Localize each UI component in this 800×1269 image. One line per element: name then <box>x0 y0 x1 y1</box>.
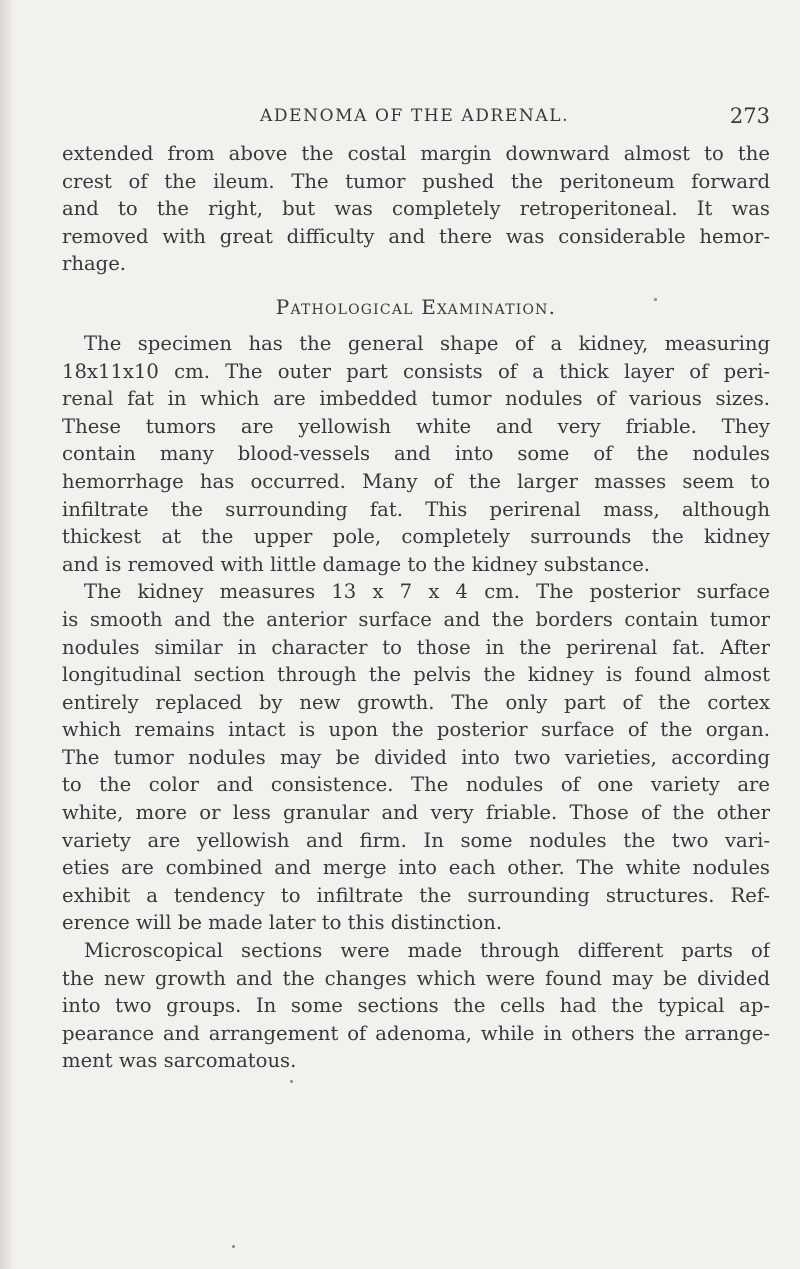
text-line: entirely replaced by new growth. The only part of the cortex <box>62 690 770 714</box>
text-line: crest of the ileum. The tumor pushed the peritoneum forward <box>62 169 770 193</box>
text-line: extended from above the costal margin downward almost to the <box>62 142 770 165</box>
paragraph <box>62 140 770 278</box>
text-line: and to the right, but was completely retroperitoneal. It was <box>62 197 770 221</box>
text-line: pearance and arrangement of adenoma, while in others the arrange- <box>62 1021 770 1045</box>
page-number: 273 <box>729 104 770 128</box>
text-line: variety are yellowish and firm. In some nodules the two vari- <box>62 828 770 852</box>
text-line: and is removed with little damage to the kidney substance. <box>62 552 651 576</box>
text-line: is smooth and the anterior surface and the borders contain tumor <box>62 607 770 631</box>
text-line: These tumors are yellowish white and very friable. They <box>62 414 770 438</box>
text-line: renal fat in which are imbedded tumor nodules of various sizes. <box>62 387 770 411</box>
text-line: the new growth and the changes which were found may be divided <box>62 966 770 990</box>
paragraph <box>62 330 770 578</box>
text-line: hemorrhage has occurred. Many of the larger masses seem to <box>62 469 770 493</box>
text-line: into two groups. In some sections the cells had the typical ap- <box>62 994 770 1018</box>
text-line: removed with great difficulty and there was considerable hemor- <box>62 224 770 248</box>
text-line: contain many blood-vessels and into some of the nodules <box>62 442 770 466</box>
text-line: erence will be made later to this distinction. <box>62 911 503 935</box>
text-line: exhibit a tendency to infiltrate the surrounding structures. Ref- <box>62 883 770 907</box>
text-line: Microscopical sections were made through different parts of <box>84 939 770 963</box>
text-line: The kidney measures 13 x 7 x 4 cm. The posterior surface <box>84 580 770 604</box>
text-line: The tumor nodules may be divided into two varieties, according <box>62 745 770 769</box>
page-header <box>260 106 770 136</box>
text-line: rhage. <box>62 252 127 276</box>
body-text <box>62 140 770 1075</box>
text-line: nodules similar in character to those in the perirenal fat. After <box>62 635 770 659</box>
text-line: which remains intact is upon the posterior surface of the organ. <box>62 718 770 742</box>
running-title: ADENOMA OF THE ADRENAL. <box>260 106 570 126</box>
paragraph <box>62 578 770 937</box>
text-line: to the color and consistence. The nodules of one variety are <box>62 773 770 797</box>
text-line: white, more or less granular and very friable. Those of the other <box>62 801 770 825</box>
paper-speck <box>232 1245 235 1248</box>
text-line: infiltrate the surrounding fat. This perirenal mass, although <box>62 497 770 521</box>
text-line: 18x11x10 cm. The outer part consists of a thick layer of peri- <box>62 359 770 383</box>
paper-speck <box>654 298 657 301</box>
paper-speck <box>290 1080 293 1083</box>
text-line: eties are combined and merge into each other. The white nodules <box>62 856 770 880</box>
text-line: thickest at the upper pole, completely surrounds the kidney <box>62 525 770 549</box>
text-line: The specimen has the general shape of a kidney, measuring <box>84 331 770 355</box>
text-line: ment was sarcomatous. <box>62 1049 297 1073</box>
page-binding-edge <box>0 0 12 1269</box>
section-heading: Pathological Examination. <box>275 294 557 319</box>
paragraph <box>62 937 770 1075</box>
text-line: longitudinal section through the pelvis the kidney is found almost <box>62 663 770 687</box>
